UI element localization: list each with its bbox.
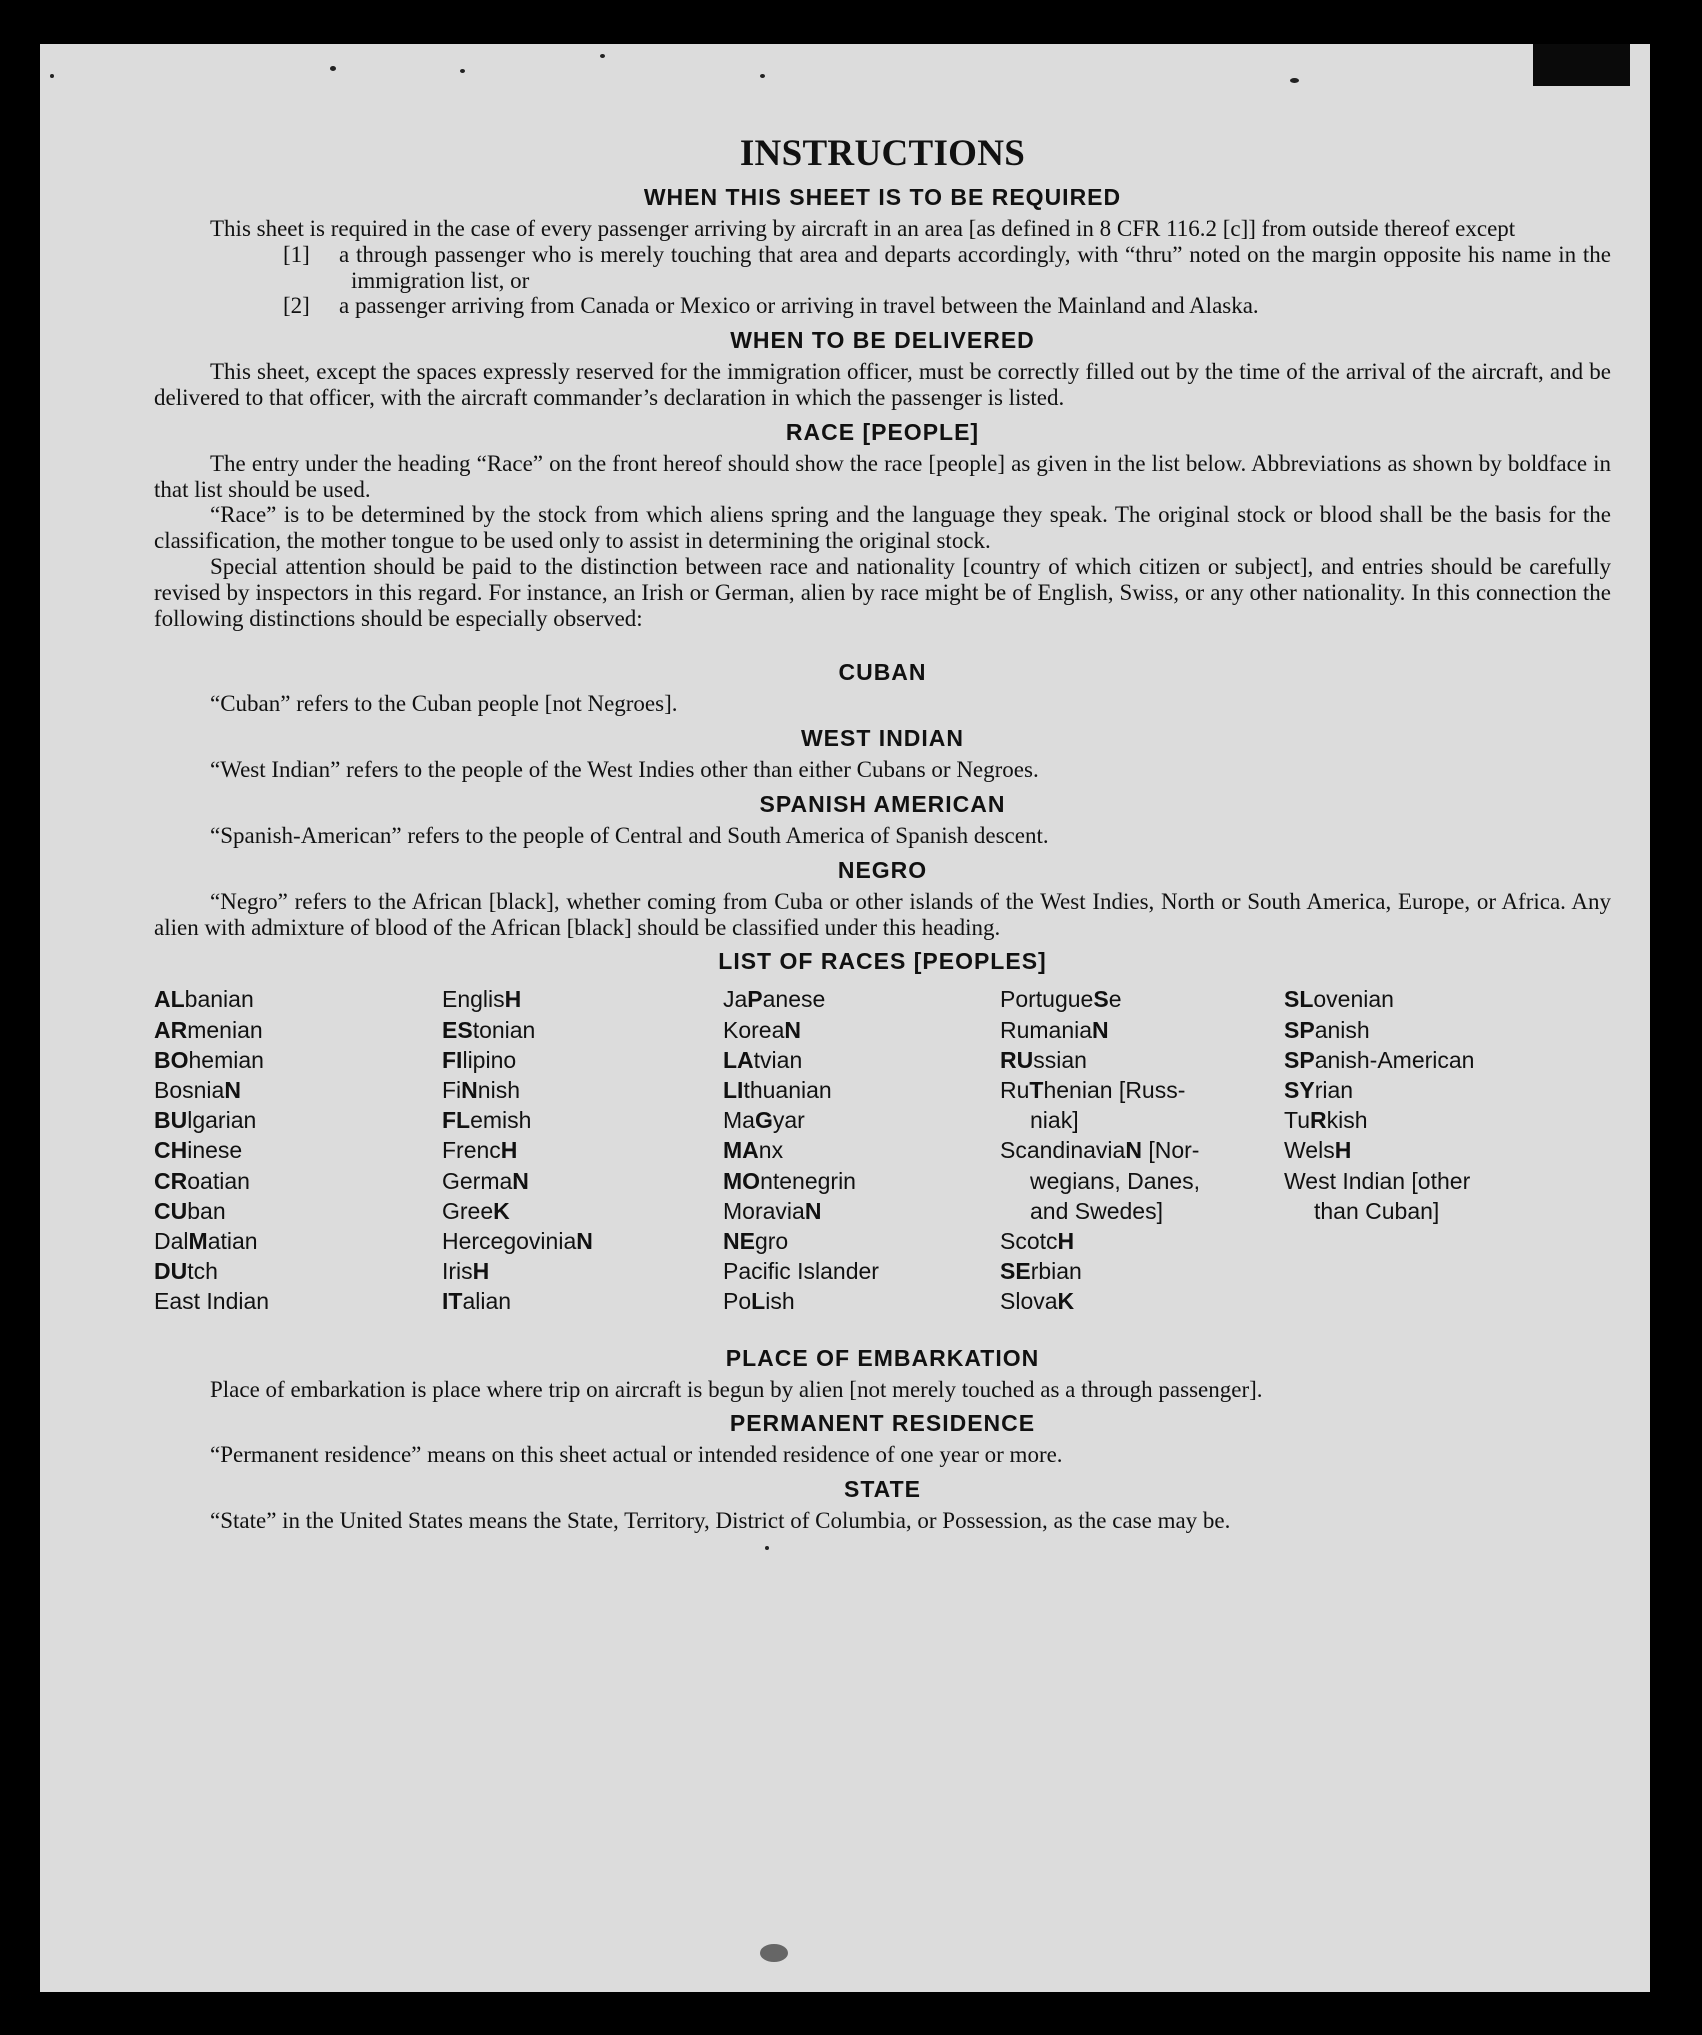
race-text: Portugue	[1000, 986, 1094, 1013]
race-entry	[1000, 1286, 1284, 1316]
race-paragraph-1: The entry under the heading “Race” on the front hereof should show the race [people] as given in the list below. Abbreviations as shown by boldface in that list should be used.	[154, 450, 1611, 502]
race-text: rian	[1314, 1076, 1354, 1103]
races-column-2	[442, 984, 723, 1316]
race-abbrev: N	[1092, 1016, 1109, 1043]
race-entry	[154, 1166, 442, 1196]
item-text: a through passenger who is merely touching that area and departs accordingly, with “thru” noted on the margin opposite his name in the immigration list, or	[339, 241, 1611, 293]
race-text: Ja	[723, 986, 748, 1013]
spanish-american-text: “Spanish-American” refers to the people of Central and South America of Spanish descent.	[210, 822, 1049, 848]
race-abbrev: MO	[723, 1167, 761, 1194]
race-entry	[1000, 1256, 1284, 1286]
item-number: [2]	[283, 293, 310, 319]
race-entry	[1000, 1226, 1284, 1256]
race-abbrev: CH	[154, 1137, 188, 1164]
race-text: Gree	[442, 1197, 494, 1224]
race-entry	[442, 1135, 723, 1165]
race-text: ish	[765, 1288, 795, 1315]
race-abbrev: IT	[442, 1288, 463, 1315]
race-abbrev: NE	[723, 1227, 755, 1254]
race-abbrev: K	[1057, 1288, 1075, 1315]
heading-delivered: WHEN TO BE DELIVERED	[730, 327, 1035, 354]
race-abbrev: H	[472, 1258, 490, 1285]
required-item-2	[154, 293, 1611, 319]
race-entry	[154, 1015, 442, 1045]
race-entry	[154, 1226, 442, 1256]
instructions-content	[154, 132, 1611, 1534]
race-entry	[1284, 984, 1544, 1014]
race-text: thuanian	[743, 1076, 832, 1103]
scan-speck	[600, 54, 605, 58]
race-text: oatian	[187, 1167, 250, 1194]
heading-required: WHEN THIS SHEET IS TO BE REQUIRED	[643, 184, 1122, 210]
race-text: Pacific Islander	[723, 1258, 879, 1285]
scan-speck	[330, 66, 336, 71]
heading-west-indian: WEST INDIAN	[800, 725, 965, 752]
race-entry	[442, 984, 723, 1014]
race-text: Dal	[154, 1227, 189, 1254]
race-entry	[1284, 1105, 1544, 1135]
heading-state: STATE	[844, 1476, 921, 1503]
race-text: Slova	[1000, 1288, 1058, 1315]
race-entry	[442, 1226, 723, 1256]
race-text: kish	[1326, 1107, 1368, 1134]
race-abbrev: R	[1310, 1107, 1327, 1134]
race-text: Ma	[723, 1107, 755, 1134]
race-text: Ru	[1000, 1076, 1030, 1103]
race-abbrev: P	[747, 986, 763, 1013]
race-abbrev: MA	[723, 1137, 759, 1164]
race-text: than Cuban]	[1314, 1197, 1440, 1224]
race-entry	[442, 1045, 723, 1075]
race-text: anese	[762, 986, 826, 1013]
race-entry	[154, 984, 442, 1014]
races-column-5	[1284, 984, 1544, 1316]
race-text: henian [Russ-	[1043, 1076, 1186, 1103]
race-abbrev: H	[1057, 1227, 1075, 1254]
race-text: Scotc	[1000, 1227, 1058, 1254]
race-text: Englis	[442, 986, 505, 1013]
race-text: Iris	[442, 1258, 473, 1285]
race-entry	[154, 1135, 442, 1165]
race-entry	[154, 1045, 442, 1075]
race-abbrev: BO	[154, 1046, 189, 1073]
heading-residence: PERMANENT RESIDENCE	[729, 1410, 1036, 1437]
races-list	[154, 984, 1611, 1316]
heading-cuban: CUBAN	[838, 659, 927, 686]
race-abbrev: H	[500, 1137, 518, 1164]
race-text: nx	[758, 1137, 784, 1164]
race-entry	[723, 1166, 1000, 1196]
race-abbrev: FI	[442, 1046, 463, 1073]
race-text: West Indian [other	[1284, 1167, 1471, 1194]
race-entry	[723, 1105, 1000, 1135]
race-text: Wels	[1284, 1137, 1335, 1164]
race-abbrev: FL	[442, 1107, 471, 1134]
race-entry	[442, 1286, 723, 1316]
race-text: nish	[477, 1076, 520, 1103]
race-text: East Indian	[154, 1288, 270, 1315]
race-abbrev: M	[188, 1227, 208, 1254]
race-entry	[1000, 1015, 1284, 1045]
race-entry	[154, 1256, 442, 1286]
race-text: ban	[187, 1197, 226, 1224]
race-text: niak]	[1030, 1107, 1079, 1134]
heading-race: RACE [PEOPLE]	[785, 418, 980, 445]
race-text: alian	[462, 1288, 512, 1315]
race-abbrev: RU	[1000, 1046, 1034, 1073]
race-abbrev: T	[1029, 1076, 1044, 1103]
races-column-3	[723, 984, 1000, 1316]
race-text: gro	[754, 1227, 789, 1254]
race-text: anish-American	[1314, 1046, 1475, 1073]
race-text: Tu	[1284, 1107, 1310, 1134]
race-abbrev: SE	[1000, 1258, 1031, 1285]
race-entry	[1284, 1075, 1544, 1105]
race-text: emish	[470, 1107, 532, 1134]
residence-text: “Permanent residence” means on this sheet actual or intended residence of one year or more.	[210, 1442, 1063, 1468]
race-abbrev: LA	[723, 1046, 754, 1073]
race-entry	[723, 1286, 1000, 1316]
race-text: banian	[184, 986, 254, 1013]
race-abbrev: H	[1334, 1137, 1352, 1164]
race-entry	[442, 1196, 723, 1226]
race-text: anish	[1314, 1016, 1370, 1043]
race-text: Scandinavia	[1000, 1137, 1126, 1164]
race-abbrev: ES	[442, 1016, 473, 1043]
race-text: inese	[187, 1137, 243, 1164]
race-abbrev: N	[576, 1227, 593, 1254]
heading-races-list: LIST OF RACES [PEOPLES]	[718, 948, 1047, 975]
race-abbrev: LI	[723, 1076, 744, 1103]
race-text: Germa	[442, 1167, 513, 1194]
race-entry	[1284, 1045, 1544, 1075]
race-abbrev: DU	[154, 1258, 188, 1285]
race-entry	[154, 1075, 442, 1105]
state-text: “State” in the United States means the State, Territory, District of Columbia, or Possession, as the case may be.	[210, 1508, 1231, 1534]
delivered-text: This sheet, except the spaces expressly reserved for the immigration officer, must be correctly filled out by the time of the arrival of the aircraft, and be delivered to that officer, with the aircraft commander’s declaration in which the passenger is listed.	[154, 359, 1611, 410]
scan-speck	[460, 69, 465, 73]
race-abbrev: N	[512, 1167, 529, 1194]
race-abbrev: BU	[154, 1107, 188, 1134]
race-entry-continuation	[1000, 1166, 1284, 1196]
race-entry	[723, 1045, 1000, 1075]
document-page	[40, 44, 1650, 1992]
cuban-text: “Cuban” refers to the Cuban people [not Negroes].	[210, 691, 678, 717]
race-text: Korea	[723, 1016, 785, 1043]
race-abbrev: CU	[154, 1197, 188, 1224]
race-entry	[723, 1135, 1000, 1165]
race-abbrev: N	[804, 1197, 822, 1224]
race-text: Frenc	[442, 1137, 501, 1164]
race-abbrev: CR	[154, 1167, 188, 1194]
race-entry-continuation	[1284, 1196, 1544, 1226]
race-text: tch	[187, 1258, 218, 1285]
race-entry	[723, 1226, 1000, 1256]
race-entry	[723, 1256, 1000, 1286]
race-text: tonian	[472, 1016, 536, 1043]
race-abbrev: N	[461, 1076, 478, 1103]
race-entry	[442, 1075, 723, 1105]
race-entry	[1284, 1166, 1544, 1196]
heading-negro: NEGRO	[837, 856, 928, 883]
race-text: [Nor-	[1141, 1137, 1200, 1164]
race-text: e	[1108, 986, 1122, 1013]
race-entry	[1000, 1135, 1284, 1165]
race-entry-continuation	[1000, 1105, 1284, 1135]
race-entry	[1284, 1015, 1544, 1045]
scan-speck	[765, 1546, 769, 1550]
race-text: rbian	[1030, 1258, 1082, 1285]
race-entry	[154, 1196, 442, 1226]
embarkation-text: Place of embarkation is place where trip on aircraft is begun by alien [not merely touched as a through passenger].	[210, 1376, 1263, 1402]
race-abbrev: S	[1093, 986, 1109, 1013]
race-text: Rumania	[1000, 1016, 1093, 1043]
race-abbrev: SP	[1284, 1046, 1315, 1073]
scan-speck	[760, 74, 765, 78]
required-item-1	[154, 242, 1611, 294]
race-text: Bosnia	[154, 1076, 225, 1103]
race-entry	[723, 1196, 1000, 1226]
race-text: and Swedes]	[1030, 1197, 1163, 1224]
race-text: Fi	[442, 1076, 462, 1103]
scan-speck	[1290, 78, 1299, 83]
west-indian-text: “West Indian” refers to the people of the West Indies other than either Cubans or Negroes.	[210, 757, 1039, 783]
race-abbrev: G	[754, 1107, 773, 1134]
race-entry	[1000, 1075, 1284, 1105]
negro-text: “Negro” refers to the African [black], whether coming from Cuba or other islands of the West Indies, North or South America, Europe, or Africa. Any alien with admixture of blood of the African [black] should be classified under this heading.	[154, 888, 1611, 940]
race-entry	[442, 1166, 723, 1196]
heading-spanish-american: SPANISH AMERICAN	[759, 790, 1006, 817]
race-abbrev: SL	[1284, 986, 1314, 1013]
race-abbrev: L	[751, 1288, 766, 1315]
race-text: lipino	[462, 1046, 517, 1073]
race-paragraph-3: Special attention should be paid to the distinction between race and nationality [country of which citizen or subject], and entries should be carefully revised by inspectors in this regard. For instance, an Irish or German, alien by race might be of English, Swiss, or any other nationality. In this connection the following distinctions should be especially observed:	[154, 553, 1611, 631]
races-column-4	[1000, 984, 1284, 1316]
race-entry	[442, 1105, 723, 1135]
race-entry	[1284, 1135, 1544, 1165]
item-text: a passenger arriving from Canada or Mexico or arriving in travel between the Mainland and Alaska.	[339, 293, 1259, 319]
page-title: INSTRUCTIONS	[739, 133, 1026, 174]
race-text: ovenian	[1313, 986, 1394, 1013]
race-abbrev: N	[1125, 1137, 1142, 1164]
race-paragraph-2: “Race” is to be determined by the stock from which aliens spring and the language they speak. The original stock or blood shall be the basis for the classification, the mother tongue to be used only to assist in determining the original stock.	[154, 502, 1611, 554]
race-text: Moravia	[723, 1197, 805, 1224]
scan-corner-mark	[1533, 44, 1630, 86]
race-text: wegians, Danes,	[1030, 1167, 1201, 1194]
scan-smudge	[760, 1944, 788, 1962]
race-text: lgarian	[187, 1107, 257, 1134]
race-abbrev: AR	[154, 1016, 188, 1043]
race-text: tvian	[753, 1046, 803, 1073]
race-entry	[154, 1286, 442, 1316]
race-entry	[442, 1256, 723, 1286]
race-entry	[723, 984, 1000, 1014]
race-text: yar	[772, 1107, 805, 1134]
scan-speck	[50, 74, 54, 78]
race-entry-continuation	[1000, 1196, 1284, 1226]
race-entry	[723, 1075, 1000, 1105]
races-column-1	[154, 984, 442, 1316]
race-text: menian	[187, 1016, 263, 1043]
race-text: hemian	[188, 1046, 264, 1073]
race-text: ntenegrin	[760, 1167, 856, 1194]
race-text: Hercegovinia	[442, 1227, 577, 1254]
race-entry	[154, 1105, 442, 1135]
race-abbrev: K	[493, 1197, 510, 1224]
race-text: atian	[207, 1227, 258, 1254]
item-number: [1]	[283, 241, 310, 267]
race-abbrev: N	[224, 1076, 241, 1103]
race-abbrev: SY	[1284, 1076, 1315, 1103]
race-entry	[723, 1015, 1000, 1045]
race-entry	[1000, 984, 1284, 1014]
race-entry	[1000, 1045, 1284, 1075]
race-abbrev: SP	[1284, 1016, 1315, 1043]
race-abbrev: H	[504, 986, 522, 1013]
race-text: ssian	[1033, 1046, 1087, 1073]
required-text: This sheet is required in the case of every passenger arriving by aircraft in an area [as defined in 8 CFR 116.2 [c]] from outside thereof except	[210, 216, 1516, 241]
race-abbrev: N	[784, 1016, 801, 1043]
heading-embarkation: PLACE OF EMBARKATION	[725, 1344, 1040, 1371]
race-entry	[442, 1015, 723, 1045]
race-text: Po	[723, 1288, 752, 1315]
race-abbrev: AL	[154, 986, 185, 1013]
